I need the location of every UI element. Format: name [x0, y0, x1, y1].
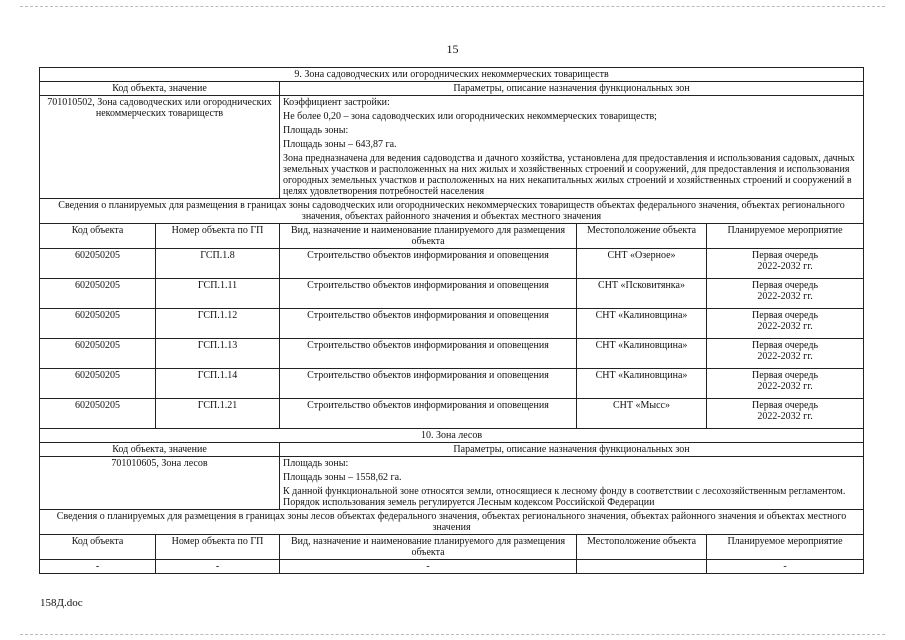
- col-location-header: Местоположение объекта: [577, 535, 707, 560]
- row-location: СНТ «Калиновщина»: [577, 309, 707, 339]
- row-number: ГСП.1.14: [156, 369, 280, 399]
- row-number: ГСП.1.11: [156, 279, 280, 309]
- row-plan-stage: Первая очередь: [752, 400, 818, 411]
- table-row: [40, 369, 864, 399]
- row-kind: Строительство объектов информирования и оповещения: [280, 249, 577, 279]
- zone10-left-header: Код объекта, значение: [40, 443, 280, 457]
- table-row: [40, 309, 864, 339]
- zone9-title-row: [40, 68, 864, 82]
- zone10-title-row: [40, 429, 864, 443]
- empty-kind: -: [280, 560, 577, 574]
- zone9-param-0: Коэффициент застройки:: [283, 97, 390, 108]
- zone9-planned-title: Сведения о планируемых для размещения в границах зоны садоводческих или огороднических некоммерческих товариществ объектах федерального значения, объектах регионального значения, объектах районного значения и объектах местного значения: [40, 199, 864, 224]
- zones-table: [39, 67, 864, 574]
- row-location: СНТ «Калиновщина»: [577, 369, 707, 399]
- row-kind: Строительство объектов информирования и оповещения: [280, 399, 577, 429]
- row-plan-years: 2022-2032 гг.: [757, 411, 813, 422]
- row-plan: [707, 279, 864, 309]
- zone9-params-cell: [280, 96, 864, 199]
- empty-code: -: [40, 560, 156, 574]
- row-plan: [707, 249, 864, 279]
- zone10-param-1: Площадь зоны – 1558,62 га.: [283, 472, 402, 483]
- file-name-footer: 158Д.doc: [40, 597, 83, 609]
- zone9-right-header: Параметры, описание назначения функциональных зон: [280, 82, 864, 96]
- row-plan-years: 2022-2032 гг.: [757, 381, 813, 392]
- col-location-header: Местоположение объекта: [577, 224, 707, 249]
- row-code: 602050205: [40, 279, 156, 309]
- row-plan-stage: Первая очередь: [752, 340, 818, 351]
- zone10-title: 10. Зона лесов: [40, 429, 864, 443]
- empty-number: -: [156, 560, 280, 574]
- row-plan-years: 2022-2032 гг.: [757, 261, 813, 272]
- row-location: СНТ «Псковитянка»: [577, 279, 707, 309]
- zone9-code-value: 701010502, Зона садоводческих или огороднических некоммерческих товариществ: [40, 96, 280, 199]
- page-number: 15: [446, 42, 459, 56]
- row-kind: Строительство объектов информирования и оповещения: [280, 279, 577, 309]
- zone10-planned-title: Сведения о планируемых для размещения в границах зоны лесов объектах федерального значения, объектах регионального значения, объектах районного значения и объектах местного значения: [40, 510, 864, 535]
- zone9-title: 9. Зона садоводческих или огороднических некоммерческих товариществ: [40, 68, 864, 82]
- row-plan-stage: Первая очередь: [752, 250, 818, 261]
- row-code: 602050205: [40, 369, 156, 399]
- row-number: ГСП.1.12: [156, 309, 280, 339]
- col-kind-header: Вид, назначение и наименование планируемого для размещения объекта: [280, 535, 577, 560]
- row-plan: [707, 309, 864, 339]
- col-code-header: Код объекта: [40, 535, 156, 560]
- zone10-right-header: Параметры, описание назначения функциональных зон: [280, 443, 864, 457]
- row-number: ГСП.1.8: [156, 249, 280, 279]
- zone9-param-1: Не более 0,20 – зона садоводческих или огороднических некоммерческих товариществ;: [283, 111, 657, 122]
- zone9-param-3: Площадь зоны – 643,87 га.: [283, 139, 397, 150]
- scan-edge-bottom: [20, 634, 885, 635]
- zone9-header-row: [40, 82, 864, 96]
- row-plan-stage: Первая очередь: [752, 310, 818, 321]
- zone9-planned-title-row: [40, 199, 864, 224]
- empty-plan: -: [707, 560, 864, 574]
- row-plan: [707, 399, 864, 429]
- col-code-header: Код объекта: [40, 224, 156, 249]
- zone10-columns-row: [40, 535, 864, 560]
- row-location: СНТ «Калиновщина»: [577, 339, 707, 369]
- table-row: [40, 249, 864, 279]
- row-kind: Строительство объектов информирования и оповещения: [280, 339, 577, 369]
- empty-location: [577, 560, 707, 574]
- row-number: ГСП.1.21: [156, 399, 280, 429]
- col-kind-header: Вид, назначение и наименование планируемого для размещения объекта: [280, 224, 577, 249]
- row-code: 602050205: [40, 309, 156, 339]
- row-plan-years: 2022-2032 гг.: [757, 351, 813, 362]
- row-location: СНТ «Озерное»: [577, 249, 707, 279]
- scan-edge-top: [20, 6, 885, 7]
- row-code: 602050205: [40, 399, 156, 429]
- zone10-params-cell: [280, 457, 864, 510]
- zone9-left-header: Код объекта, значение: [40, 82, 280, 96]
- zone10-param-2: К данной функциональной зоне относятся земли, относящиеся к лесному фонду в соответствии с лесохозяйственным регламентом. Порядок использования земель регулируется Лесным кодексом Российской Федерации: [283, 486, 846, 508]
- row-plan-years: 2022-2032 гг.: [757, 321, 813, 332]
- table-row: [40, 560, 864, 574]
- zone9-param-4: Зона предназначена для ведения садоводства и дачного хозяйства, установлена для предоставления и использования садовых, дачных земельных участков и расположенных на них жилых и хозяйственных строений и сооружений, для предоставления и использования огородных земельных участков и расположенных на них некапитальных жилых строений и хозяйственных строений и сооружений в целях удовлетворения потребностей населения: [283, 153, 855, 197]
- row-kind: Строительство объектов информирования и оповещения: [280, 309, 577, 339]
- row-plan-stage: Первая очередь: [752, 280, 818, 291]
- col-number-header: Номер объекта по ГП: [156, 535, 280, 560]
- row-plan-stage: Первая очередь: [752, 370, 818, 381]
- row-code: 602050205: [40, 249, 156, 279]
- zone10-params-row: [40, 457, 864, 510]
- col-plan-header: Планируемое мероприятие: [707, 535, 864, 560]
- zone10-planned-title-row: [40, 510, 864, 535]
- table-row: [40, 399, 864, 429]
- row-plan: [707, 369, 864, 399]
- zone10-header-row: [40, 443, 864, 457]
- row-kind: Строительство объектов информирования и оповещения: [280, 369, 577, 399]
- row-plan-years: 2022-2032 гг.: [757, 291, 813, 302]
- zone10-param-0: Площадь зоны:: [283, 458, 349, 469]
- table-row: [40, 339, 864, 369]
- row-plan: [707, 339, 864, 369]
- zone9-params-row: [40, 96, 864, 199]
- zone9-param-2: Площадь зоны:: [283, 125, 349, 136]
- zone9-columns-row: [40, 224, 864, 249]
- row-code: 602050205: [40, 339, 156, 369]
- table-row: [40, 279, 864, 309]
- row-number: ГСП.1.13: [156, 339, 280, 369]
- col-number-header: Номер объекта по ГП: [156, 224, 280, 249]
- zone10-code-value: 701010605, Зона лесов: [40, 457, 280, 510]
- row-location: СНТ «Мысс»: [577, 399, 707, 429]
- col-plan-header: Планируемое мероприятие: [707, 224, 864, 249]
